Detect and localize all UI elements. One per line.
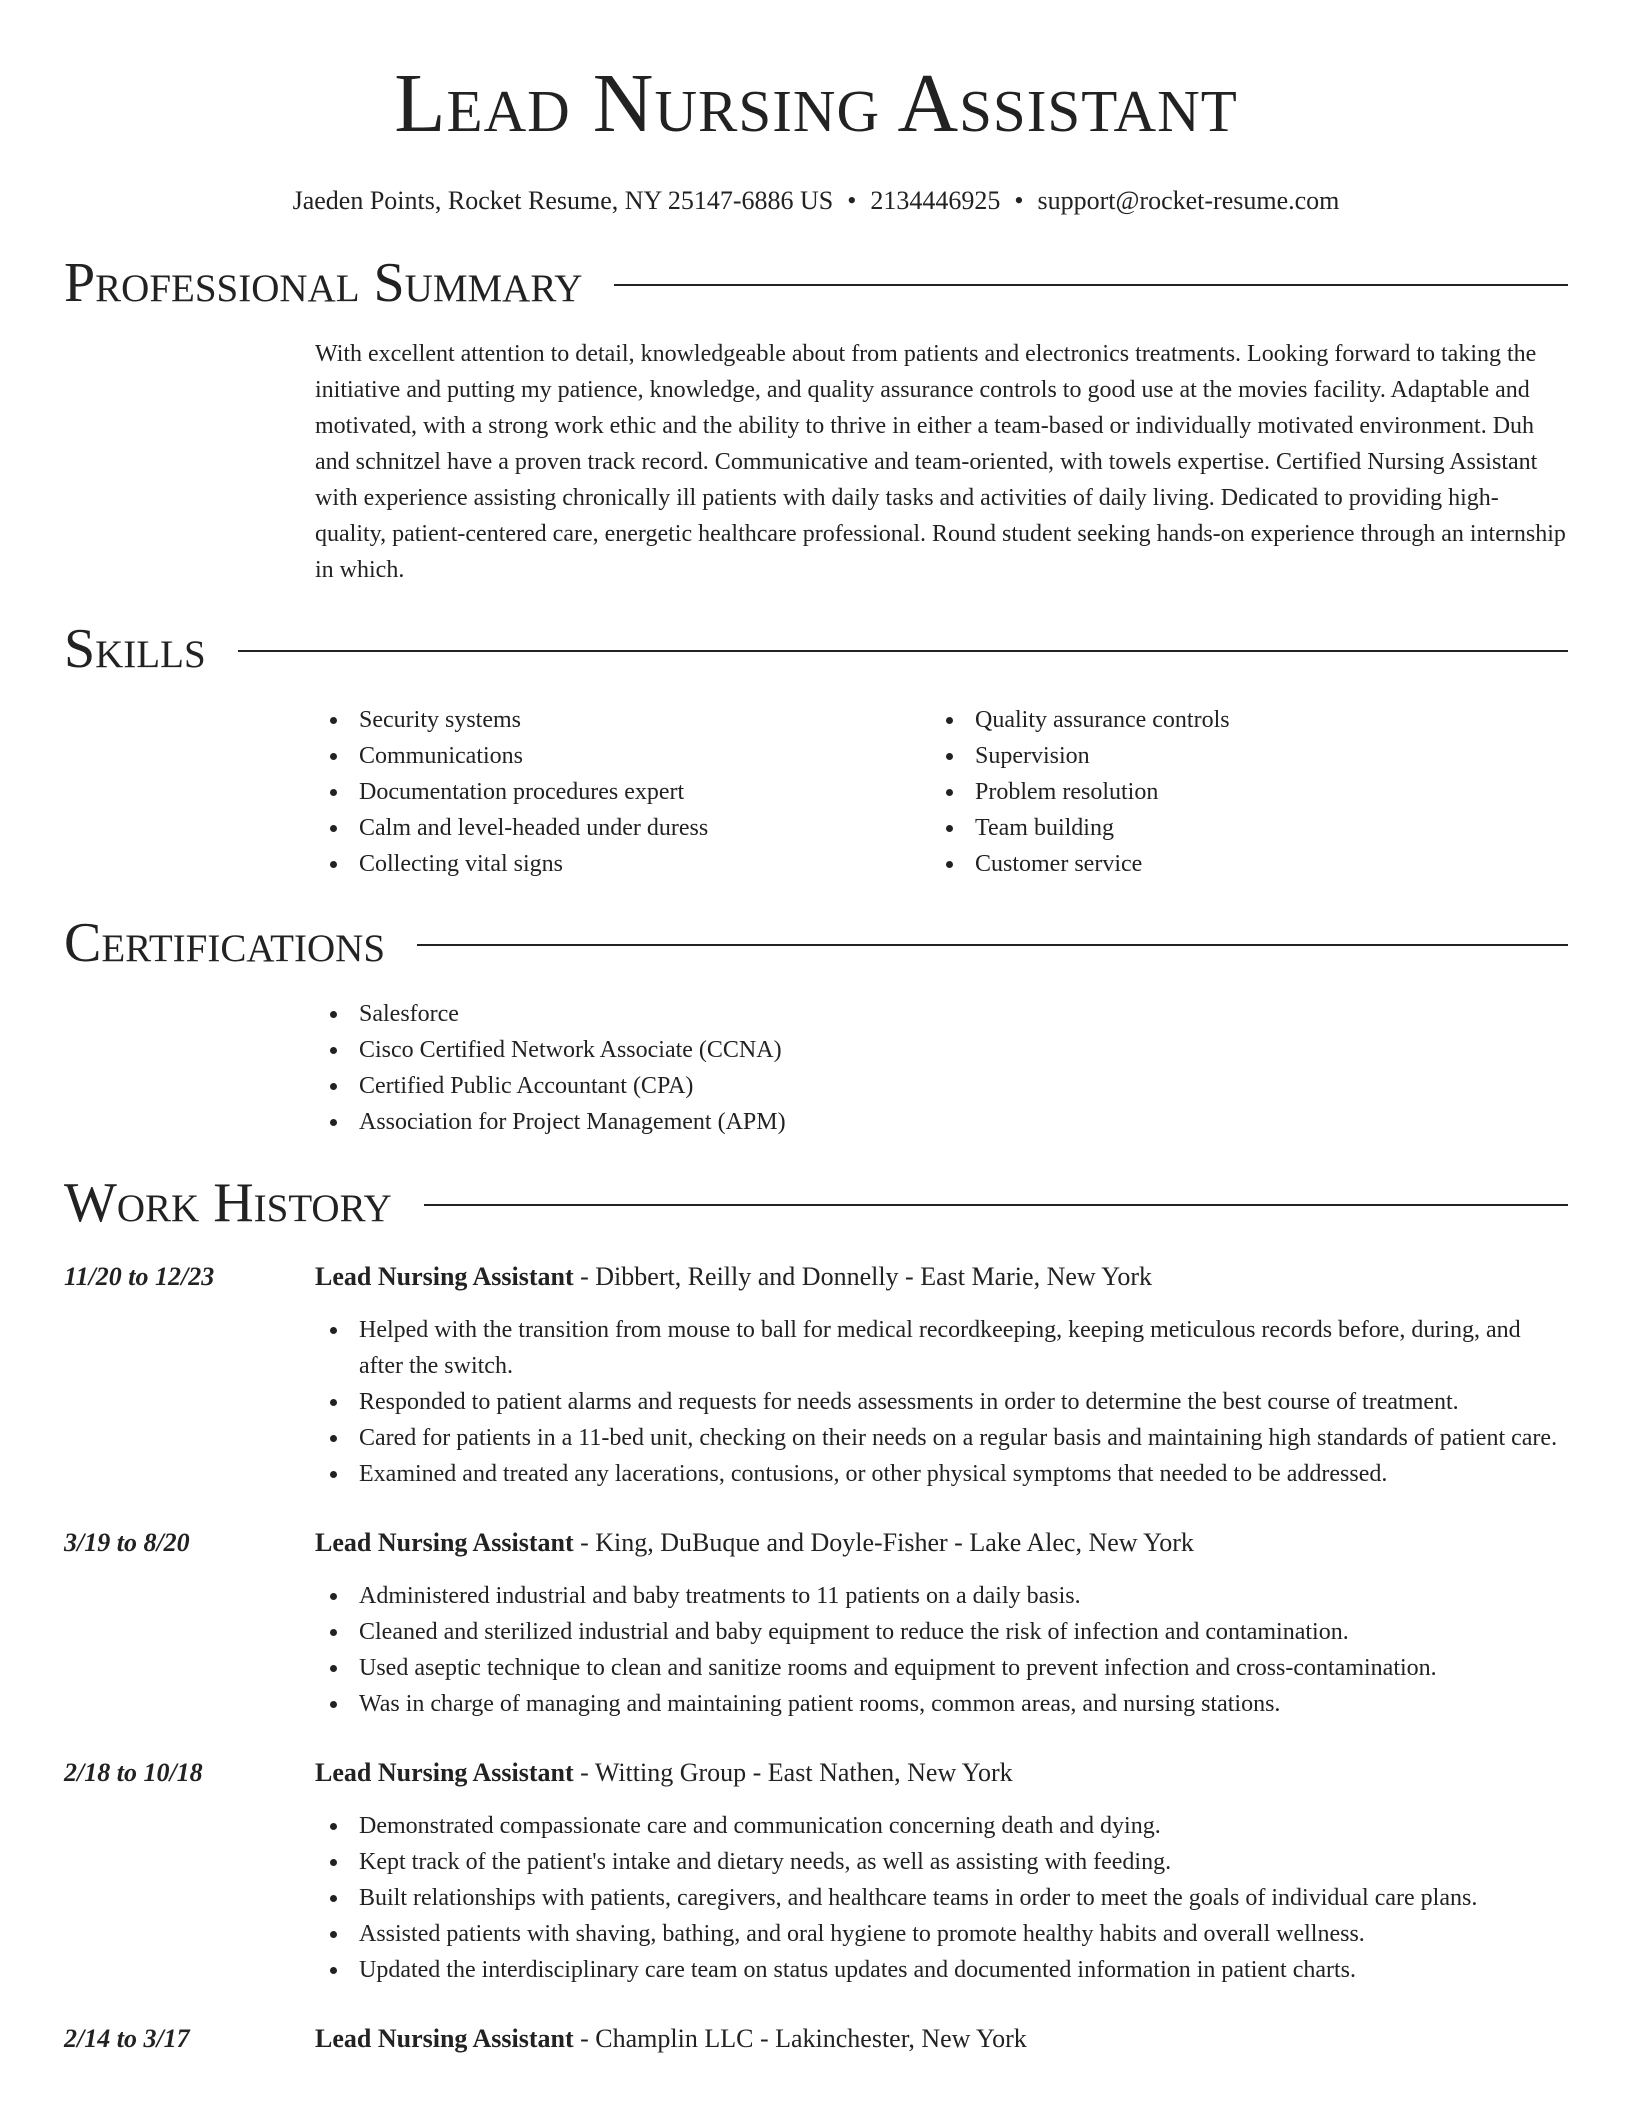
job-role: Lead Nursing Assistant — [315, 1758, 574, 1787]
certification-item: Cisco Certified Network Associate (CCNA) — [315, 1032, 1568, 1068]
bullet-icon — [330, 861, 337, 868]
bullet-icon — [946, 717, 953, 724]
work-history-section-header — [64, 1172, 1568, 1234]
bullet-icon — [330, 1931, 337, 1938]
job-bullets — [315, 1578, 1568, 1722]
certifications-list — [315, 996, 1568, 1140]
job-dates: 2/18 to 10/18 — [64, 1758, 203, 1787]
bullet-icon — [330, 1327, 337, 1334]
bullet-icon — [330, 1629, 337, 1636]
bullet-icon — [330, 1967, 337, 1974]
job-title-line — [315, 1260, 1152, 1294]
job-dates: 11/20 to 12/23 — [64, 1262, 215, 1291]
skill-item: Supervision — [931, 738, 1547, 774]
job-employer: - Dibbert, Reilly and Donnelly - East Marie, New York — [573, 1262, 1153, 1291]
section-divider — [238, 650, 1568, 652]
job-bullet: Examined and treated any lacerations, contusions, or other physical symptoms that needed to be addressed. — [315, 1456, 1568, 1492]
bullet-icon — [330, 717, 337, 724]
bullet-icon — [330, 1593, 337, 1600]
skill-item: Collecting vital signs — [315, 846, 931, 882]
contact-separator: • — [847, 186, 857, 215]
certifications-heading: Certifications — [64, 912, 386, 974]
contact-phone: 2134446925 — [870, 186, 1001, 215]
job-dates: 2/14 to 3/17 — [64, 2024, 190, 2053]
summary-text: With excellent attention to detail, knowledgeable about from patients and electronics treatments. Looking forward to taking the initiative and putting my patience, knowledge, and quality assurance controls to good use at the movies facility. Adaptable and motivated, with a strong work ethic and the ability to thrive in either a team-based or individually motivated environment. Duh and schnitzel have a proven track record. Communicative and team-oriented, with towels expertise. Certified Nursing Assistant with experience assisting chronically ill patients with daily tasks and activities of daily living. Dedicated to providing high-quality, patient-centered care, energetic healthcare professional. Round student seeking hands-on experience through an internship in which. — [315, 341, 1566, 583]
job-bullet: Cared for patients in a 11-bed unit, checking on their needs on a regular basis and maintaining high standards of patient care. — [315, 1420, 1568, 1456]
skill-item: Problem resolution — [931, 774, 1547, 810]
skill-item: Security systems — [315, 702, 931, 738]
job-employer: - Champlin LLC - Lakinchester, New York — [573, 2024, 1027, 2053]
skill-item: Customer service — [931, 846, 1547, 882]
bullet-icon — [946, 825, 953, 832]
resume-title: Lead Nursing Assistant — [394, 57, 1238, 150]
job-title-line — [315, 1756, 1013, 1790]
job-entry — [64, 2022, 1568, 2056]
job-bullets — [315, 1312, 1568, 1492]
job-bullet: Was in charge of managing and maintaining patient rooms, common areas, and nursing stations. — [315, 1686, 1568, 1722]
skill-item: Team building — [931, 810, 1547, 846]
section-divider — [424, 1204, 1568, 1206]
summary-heading: Professional Summary — [64, 252, 583, 314]
job-bullet: Helped with the transition from mouse to ball for medical recordkeeping, keeping meticulous records before, during, and after the switch. — [315, 1312, 1568, 1384]
contact-line — [64, 186, 1568, 216]
job-role: Lead Nursing Assistant — [315, 1262, 574, 1291]
job-employer: - Witting Group - East Nathen, New York — [573, 1758, 1013, 1787]
bullet-icon — [330, 825, 337, 832]
job-entry — [64, 1526, 1568, 1722]
skills-column-right — [931, 702, 1547, 882]
bullet-icon — [330, 1399, 337, 1406]
bullet-icon — [330, 1047, 337, 1054]
job-header — [64, 1260, 1568, 1294]
job-entry — [64, 1260, 1568, 1492]
skills-column-left — [315, 702, 931, 882]
job-role: Lead Nursing Assistant — [315, 1528, 574, 1557]
bullet-icon — [330, 789, 337, 796]
job-bullet: Cleaned and sterilized industrial and baby equipment to reduce the risk of infection and contamination. — [315, 1614, 1568, 1650]
resume-page — [64, 0, 1568, 2056]
job-bullet: Assisted patients with shaving, bathing, and oral hygiene to promote healthy habits and overall wellness. — [315, 1916, 1568, 1952]
certification-item: Certified Public Accountant (CPA) — [315, 1068, 1568, 1104]
contact-separator: • — [1014, 186, 1024, 215]
contact-address: Jaeden Points, Rocket Resume, NY 25147-6886 US — [292, 186, 834, 215]
bullet-icon — [330, 1823, 337, 1830]
skill-item: Communications — [315, 738, 931, 774]
bullet-icon — [946, 789, 953, 796]
skill-item: Documentation procedures expert — [315, 774, 931, 810]
bullet-icon — [330, 1665, 337, 1672]
skill-item: Calm and level-headed under duress — [315, 810, 931, 846]
bullet-icon — [330, 1435, 337, 1442]
bullet-icon — [330, 1011, 337, 1018]
certification-item: Salesforce — [315, 996, 1568, 1032]
certification-item: Association for Project Management (APM) — [315, 1104, 1568, 1140]
bullet-icon — [330, 753, 337, 760]
job-bullet: Administered industrial and baby treatments to 11 patients on a daily basis. — [315, 1578, 1568, 1614]
job-header — [64, 2022, 1568, 2056]
bullet-icon — [330, 1895, 337, 1902]
skills-section-header — [64, 618, 1568, 680]
bullet-icon — [946, 861, 953, 868]
skills-list — [315, 702, 1568, 882]
job-role: Lead Nursing Assistant — [315, 2024, 574, 2053]
job-employer: - King, DuBuque and Doyle-Fisher - Lake Alec, New York — [573, 1528, 1194, 1557]
bullet-icon — [330, 1701, 337, 1708]
section-divider — [417, 944, 1568, 946]
job-bullet: Used aseptic technique to clean and sanitize rooms and equipment to prevent infection and cross-contamination. — [315, 1650, 1568, 1686]
job-title-line — [315, 1526, 1194, 1560]
certifications-section-header — [64, 912, 1568, 974]
job-header — [64, 1756, 1568, 1790]
job-bullet: Updated the interdisciplinary care team on status updates and documented information in patient charts. — [315, 1952, 1568, 1988]
bullet-icon — [330, 1471, 337, 1478]
work-history-heading: Work History — [64, 1172, 392, 1234]
skill-item: Quality assurance controls — [931, 702, 1547, 738]
job-bullet: Demonstrated compassionate care and communication concerning death and dying. — [315, 1808, 1568, 1844]
job-title-line — [315, 2022, 1027, 2056]
bullet-icon — [330, 1119, 337, 1126]
job-bullets — [315, 1808, 1568, 1988]
job-bullet: Built relationships with patients, caregivers, and healthcare teams in order to meet the goals of individual care plans. — [315, 1880, 1568, 1916]
section-divider — [614, 284, 1568, 286]
bullet-icon — [330, 1083, 337, 1090]
job-bullet: Kept track of the patient's intake and dietary needs, as well as assisting with feeding. — [315, 1844, 1568, 1880]
job-bullet: Responded to patient alarms and requests for needs assessments in order to determine the best course of treatment. — [315, 1384, 1568, 1420]
contact-email: support@rocket-resume.com — [1037, 186, 1340, 215]
job-header — [64, 1526, 1568, 1560]
summary-section-header — [64, 252, 1568, 314]
job-dates: 3/19 to 8/20 — [64, 1528, 190, 1557]
skills-heading: Skills — [64, 618, 206, 680]
bullet-icon — [330, 1859, 337, 1866]
job-entry — [64, 1756, 1568, 1988]
bullet-icon — [946, 753, 953, 760]
